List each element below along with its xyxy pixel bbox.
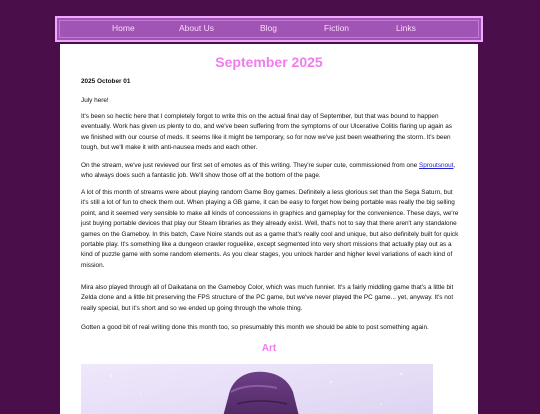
intro-paragraph: July here! [81, 97, 109, 104]
page-title: September 2025 [215, 54, 323, 70]
paragraph-text: , who always does such a fantastic job. We'll show those off at the bottom of the page. [81, 162, 456, 180]
post-date: 2025 October 01 [81, 78, 131, 85]
nav-home-link[interactable]: Home [112, 23, 135, 33]
nav-fiction-link[interactable]: Fiction [324, 23, 350, 33]
paragraph-stream-emotes [81, 161, 461, 182]
emote-artwork [81, 364, 433, 414]
nav-about-us-link[interactable]: About Us [179, 23, 214, 33]
paragraph-game-boy: A lot of this month of streams were about playing random Game Boy games. Definitely a less glorious set than the Sega Saturn, but it's still a lot of fun to check them out. When playing a GB game, it can be easy to forget how being portable was really the big selling point, and it seemed very sensible to make all kinds of concessions in graphics and gameplay for the convenience. These days, we're just buying portable devices that play our Steam libraries as they already exist. Well, that's not to say that there aren't any standalone games on the Gameboy. In this batch, Cave Noire stands out as a game that's really cool and unique, but also definitely built for quick portable play. It's something like a dungeon crawler roguelike, except segmented into very short missions that actually play out as a kind of puzzle game with some random elements. As you clear stages, you unlock harder and higher level variations of each kind of mission. [81, 189, 459, 269]
art-section-heading: Art [261, 343, 277, 354]
emote-artwork-image [81, 364, 433, 414]
paragraph-daikatana: Mira also played through all of Daikatana on the Gameboy Color, which was much funnier. It's a fairly middling game that's a little bit Zelda clone and a little bit preserving the FPS structure of the PC game, but we've never played the PC game... yet, anyway. It's not really special, but it's short and so we ended up going through the whole thing. [81, 284, 454, 312]
paragraph-writing: Gotten a good bit of real writing done this month too, so presumably this month we should be able to post something again. [81, 324, 429, 331]
nav-blog-link[interactable]: Blog [260, 23, 278, 33]
nav-links-link[interactable]: Links [396, 23, 416, 33]
paragraph-text: On the stream, we've just revieved our first set of emotes as of this writing. They're super cute, commissioned from one [81, 162, 419, 169]
paragraph-health: It's been so hectic here that I completely forgot to write this on the actual final day of September, but that was bound to happen eventually. Work has given us plenty to do, and we've been suffering from the symptoms of our Ulcerative Colitis flaring up again as we finished with our course of meds. It seems like it might be temporary, so for now we've just been weathering the storm. It's been tough, but we'll make it with anti-nausea meds and each other. [81, 113, 453, 152]
post-content [60, 44, 478, 414]
top-navigation [55, 16, 483, 42]
sproutsnout-link[interactable]: Sproutsnout [418, 162, 454, 169]
